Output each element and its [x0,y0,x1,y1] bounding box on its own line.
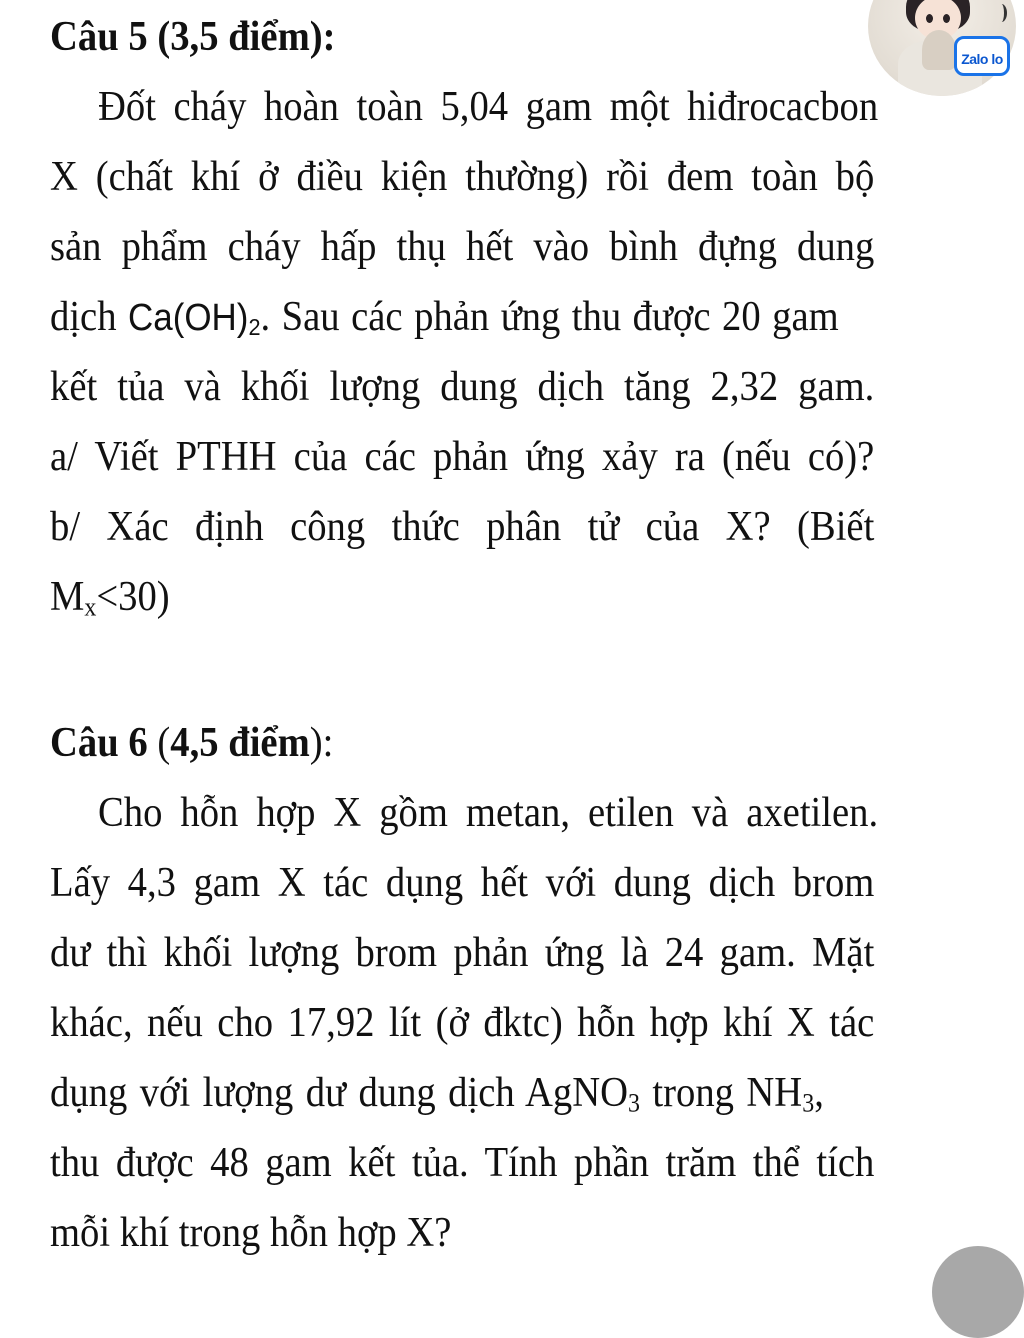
floating-bubble[interactable] [932,1246,1024,1338]
q5-heading [50,12,874,62]
q6-line-7: mỗi khí trong hỗn hợp X? [50,1210,452,1256]
q5-line-5: kết tủa và khối lượng dung dịch tăng 2,32 gam. [50,364,875,410]
q6-heading [50,718,874,768]
q5-score: (3,5 điểm): [157,14,336,60]
ammonia-subscript: 3 [802,1088,815,1118]
q6-number: Câu 6 [50,720,148,766]
molar-mass-subscript: x [84,592,97,622]
q5-question-b: b/ Xác định công thức phân tử của X? (Biết [50,504,875,550]
q5-line-2: X (chất khí ở điều kiện thường) rồi đem toàn bộ [50,154,875,200]
q6-line-2: Lấy 4,3 gam X tác dụng hết với dung dịch brom [50,860,875,906]
q6-line-3: dư thì khối lượng brom phản ứng là 24 gam. Mặt [50,930,875,976]
q6-line-1: Cho hỗn hợp X gồm metan, etilen và axetilen. [98,790,879,836]
q5-line-4-start: dịch [50,294,117,340]
q6-line-5-start: dụng với lượng dư dung dịch AgNO [50,1070,629,1116]
q5-question-a: a/ Viết PTHH của các phản ứng xảy ra (nếu có)? [50,434,875,480]
q6-line-4: khác, nếu cho 17,92 lít (ở đktc) hỗn hợp khí X tác [50,1000,875,1046]
zalo-badge[interactable]: Zalo lo [954,36,1010,76]
q6-line-5-mid: trong NH [639,1070,803,1116]
q6-score: (4,5 điểm): [157,720,334,766]
molar-mass-limit: <30) [96,574,170,620]
q5-line-1: Đốt cháy hoàn toàn 5,04 gam một hiđrocacbon [98,84,879,130]
q5-condition [50,572,874,622]
q5-line-3: sản phẩm cháy hấp thụ hết vào bình đựng dung [50,224,875,270]
q5-line-4 [50,292,874,343]
q6-line-5 [50,1068,874,1118]
caoh-base: Ca(OH) [128,297,249,339]
q6-line-6: thu được 48 gam kết tủa. Tính phần trăm thể tích [50,1140,875,1186]
avatar-eye-left [926,14,933,23]
molar-mass-symbol: M [50,574,85,620]
calcium-hydroxide-formula [128,297,260,339]
avatar-eye-right [943,14,950,23]
q5-number: Câu 5 [50,14,148,60]
menu-edge-icon [996,4,1007,22]
q6-line-5-end: , [814,1070,824,1116]
avatar-fan [922,30,956,70]
q5-line-4-end: . Sau các phản ứng thu được 20 gam [260,294,839,340]
caoh-subscript: 2 [248,314,261,341]
silver-nitrate-subscript: 3 [628,1088,640,1118]
q6-score-value: 4,5 điểm [170,720,310,766]
